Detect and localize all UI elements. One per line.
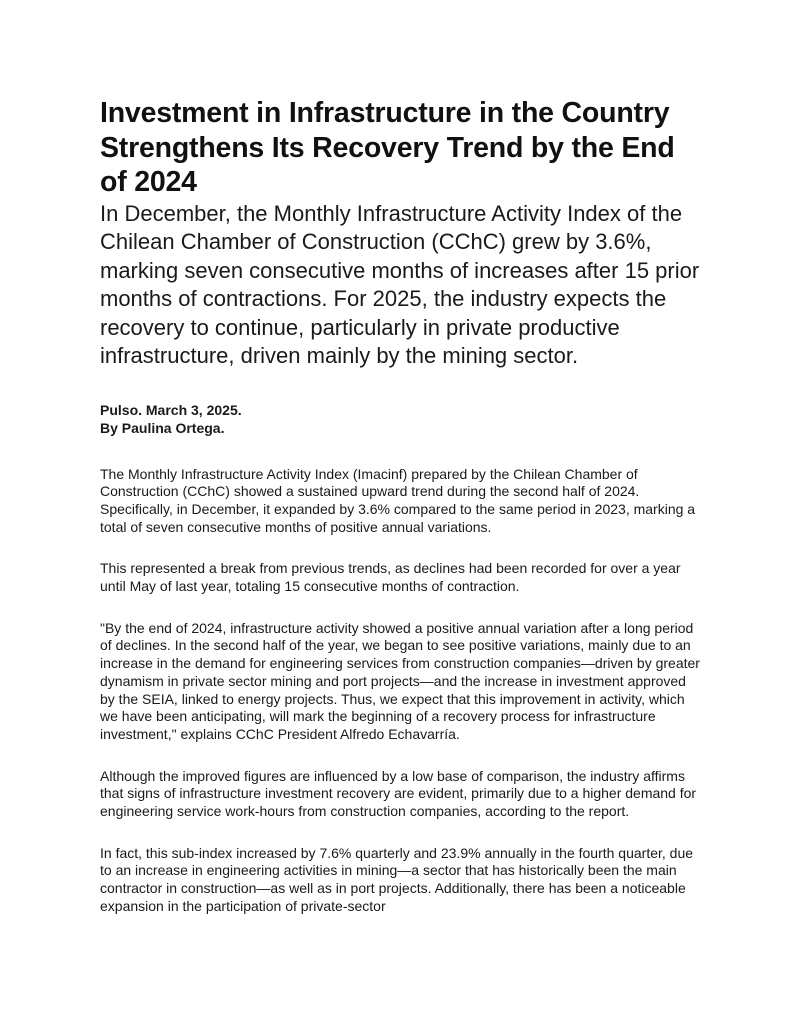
article (100, 96, 700, 916)
source-line: Pulso. March 3, 2025. (100, 401, 242, 418)
body-paragraph-1: The Monthly Infrastructure Activity Index (Imacinf) prepared by the Chilean Chamber of Construction (CChC) showed a sustained upward trend during the second half of 2024. Specifically, in December, it expanded by 3.6% compared to the same period in 2023, marking a total of seven consecutive months of positive annual variations. (100, 465, 696, 535)
body-paragraph-2: This represented a break from previous trends, as declines had been recorded for over a year until May of last year, totaling 15 consecutive months of contraction. (100, 560, 681, 595)
author-line: By Paulina Ortega. (100, 419, 225, 436)
body-paragraph-4: Although the improved figures are influenced by a low base of comparison, the industry affirms that signs of infrastructure investment recovery are evident, primarily due to a higher demand for engineering service work-hours from construction companies, according to the report. (100, 767, 697, 820)
article-byline (100, 401, 700, 437)
article-title: Investment in Infrastructure in the Country Strengthens Its Recovery Trend by the End of 2024 (100, 97, 675, 198)
article-subtitle: In December, the Monthly Infrastructure Activity Index of the Chilean Chamber of Construction (CChC) grew by 3.6%, marking seven consecutive months of increases after 15 prior months of contractions. For 2025, the industry expects the recovery to continue, particularly in private productive infrastructure, driven mainly by the mining sector. (100, 200, 700, 368)
body-paragraph-5: In fact, this sub-index increased by 7.6% quarterly and 23.9% annually in the fourth quarter, due to an increase in engineering activities in mining—a sector that has historically been the main contractor in construction—as well as in port projects. Additionally, there has been a noticeable expansion in the participation of private-sector (100, 844, 694, 914)
body-paragraph-3: "By the end of 2024, infrastructure activity showed a positive annual variation after a long period of declines. In the second half of the year, we began to see positive variations, mainly due to an increase in the demand for engineering services from construction companies—driven by greater dynamism in private sector mining and port projects—and the increase in investment approved by the SEIA, linked to energy projects. Thus, we expect that this improvement in activity, which we have been anticipating, will mark the beginning of a recovery process for infrastructure investment," explains CChC President Alfredo Echavarría. (100, 619, 700, 742)
